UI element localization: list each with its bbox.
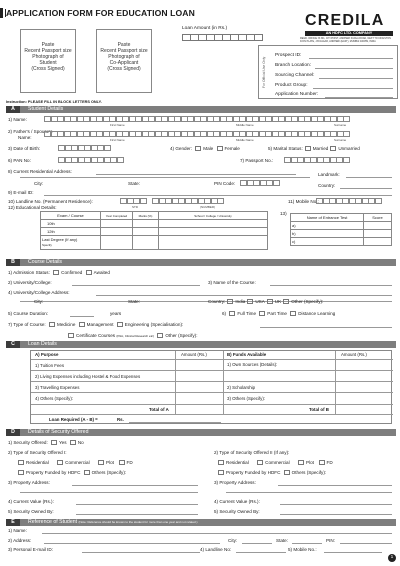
owned-by-1-label: 5) Security Owned By: bbox=[8, 509, 54, 514]
reference-note: (Note: Reference should be known to the student for more than one year and not related.) bbox=[78, 520, 198, 524]
university-address-field-2[interactable] bbox=[20, 301, 392, 302]
property-address-1-field-2[interactable] bbox=[20, 492, 198, 493]
entrance-header: Score bbox=[364, 214, 392, 222]
security-type-1-label: 2) Type of Security Offered I: bbox=[8, 450, 67, 455]
amount-header: Amount (Rs.) bbox=[341, 352, 367, 357]
certificate-checkbox[interactable] bbox=[68, 333, 74, 338]
reference-name-label: 1) Name: bbox=[8, 528, 27, 533]
gender-group bbox=[170, 146, 240, 151]
security-1-funded bbox=[16, 470, 126, 475]
section-c-header bbox=[6, 341, 396, 348]
course-name-label: 3) Name of the Course: bbox=[208, 280, 256, 285]
purpose-row: 1) Tuition Fees bbox=[35, 363, 65, 368]
purpose-row: 4) Others (Specify): bbox=[35, 396, 74, 401]
photo-line: Photograph of bbox=[108, 54, 140, 60]
plot-label: Plot bbox=[306, 460, 314, 465]
edu-cell[interactable] bbox=[159, 236, 268, 250]
unmarried-label: Unmarried bbox=[338, 146, 360, 151]
rs-label: Rs. bbox=[117, 417, 124, 422]
edu-cell[interactable] bbox=[133, 228, 159, 236]
fund-row: 2) Scholarship bbox=[227, 385, 256, 390]
security-1-options bbox=[16, 460, 133, 465]
usa-checkbox[interactable] bbox=[247, 299, 253, 304]
security-offered-label: 1) Security Offered: bbox=[8, 440, 48, 445]
email-field[interactable] bbox=[44, 195, 392, 196]
passport-input[interactable] bbox=[284, 157, 349, 163]
office-use-box bbox=[258, 45, 398, 99]
no-checkbox[interactable] bbox=[70, 440, 76, 445]
total-a-label: Total of A bbox=[149, 407, 169, 412]
security-offered-group bbox=[8, 440, 84, 445]
others-label: Others (Specify): bbox=[291, 470, 327, 475]
reference-email-label: 3) Personal E-mail ID: bbox=[8, 547, 53, 552]
landmark-label: Landmark: bbox=[318, 172, 340, 177]
section-title: Course Details bbox=[28, 259, 63, 265]
product-group-field[interactable] bbox=[313, 88, 393, 89]
full-time-label: Full Time bbox=[237, 311, 257, 316]
fund-row: 1) Own Sources (Details): bbox=[227, 362, 278, 367]
certificate-label: Certificate Courses bbox=[76, 333, 116, 338]
course-name-field[interactable] bbox=[270, 285, 392, 286]
admission-status-group bbox=[8, 270, 110, 275]
coapplicant-photo-box[interactable] bbox=[96, 29, 152, 93]
commercial-label: Commercial bbox=[65, 460, 90, 465]
page-number: 1 bbox=[388, 554, 396, 562]
course-type-label: 7) Type of Course: bbox=[8, 322, 46, 327]
state-label: State: bbox=[128, 181, 141, 186]
hdfc-funded-checkbox[interactable] bbox=[18, 470, 24, 475]
hdfc-funded-label: Property Funded by HDFC bbox=[26, 470, 81, 475]
reference-pin-label: PIN: bbox=[326, 538, 335, 543]
photo-line: Recent Passport size bbox=[100, 48, 148, 54]
section-letter: D bbox=[6, 429, 20, 436]
edu-row-label: 10th bbox=[41, 220, 101, 228]
security-2-options bbox=[216, 460, 333, 465]
university-address-label: 4) University/College Address: bbox=[8, 290, 70, 295]
plot-checkbox[interactable] bbox=[298, 460, 304, 465]
property-address-2-field-2[interactable] bbox=[226, 492, 392, 493]
male-checkbox[interactable] bbox=[195, 146, 201, 151]
section-title: Details of Security Offered bbox=[28, 429, 89, 435]
female-label: Female bbox=[224, 146, 240, 151]
hdfc-funded-label: Property Funded by HDFC bbox=[226, 470, 281, 475]
section-letter: C bbox=[6, 341, 20, 348]
entrance-score[interactable] bbox=[364, 238, 392, 246]
name-label: 1) Name: bbox=[8, 117, 27, 122]
fd-label: FD bbox=[326, 460, 333, 465]
sourcing-channel-label: Sourcing Channel: bbox=[275, 73, 315, 78]
official-use-label: For Official Use Only bbox=[262, 56, 266, 88]
edu-header: Year Completed bbox=[101, 212, 133, 220]
university-address-field[interactable] bbox=[96, 295, 392, 296]
years-label: years bbox=[110, 311, 122, 316]
photo-line: Photograph of bbox=[32, 54, 64, 60]
edu-cell[interactable] bbox=[101, 228, 133, 236]
education-label: 12) Educational Details: bbox=[8, 205, 57, 210]
part-time-label: Part Time bbox=[267, 311, 287, 316]
admission-status-label: 1) Admission Status: bbox=[8, 270, 50, 275]
univ-state-label: State: bbox=[128, 299, 141, 304]
landline-number-input[interactable] bbox=[152, 198, 224, 204]
section-a-header bbox=[6, 106, 396, 113]
awaited-checkbox[interactable] bbox=[86, 270, 92, 275]
medicine-checkbox[interactable] bbox=[49, 322, 55, 327]
confirmed-checkbox[interactable] bbox=[53, 270, 59, 275]
reference-mobile-field[interactable] bbox=[324, 552, 382, 553]
entrance-number: 13) bbox=[280, 211, 287, 216]
univ-country-label: Country: bbox=[208, 299, 226, 304]
mobile-label: 11) Mobile No.: bbox=[288, 199, 319, 204]
section-title: Reference of Student bbox=[28, 519, 78, 525]
photo-line: (Cross Signed) bbox=[31, 66, 65, 72]
table-divider bbox=[31, 370, 393, 371]
reference-address-field[interactable] bbox=[44, 543, 220, 544]
photo-line: Paste bbox=[117, 42, 131, 48]
edu-cell[interactable] bbox=[101, 236, 133, 250]
address-label: 8) Current Residential Address: bbox=[8, 169, 72, 174]
section-letter: A bbox=[6, 106, 20, 113]
edu-cell[interactable] bbox=[159, 220, 268, 228]
marital-group bbox=[268, 146, 360, 151]
married-checkbox[interactable] bbox=[305, 146, 311, 151]
credila-logo: CREDILA bbox=[305, 12, 385, 29]
distance-label: Distance Learning bbox=[298, 311, 336, 316]
prospect-id-field[interactable] bbox=[309, 58, 393, 59]
other-country-checkbox[interactable] bbox=[283, 299, 289, 304]
form-title: APPLICATION FORM FOR EDUCATION LOAN bbox=[6, 8, 195, 18]
reference-name-field[interactable] bbox=[42, 533, 392, 534]
surname-caption: Surname bbox=[334, 123, 347, 127]
entrance-row[interactable]: b) bbox=[291, 230, 364, 238]
univ-country-group bbox=[208, 299, 323, 304]
middle-name-caption: Middle Name bbox=[236, 138, 254, 142]
logo-tagline: AN HDFC LTD. COMPANY bbox=[305, 31, 393, 36]
table-divider bbox=[31, 381, 393, 382]
full-time-checkbox[interactable] bbox=[229, 311, 235, 316]
email-label: 9) E-mail ID: bbox=[8, 190, 34, 195]
property-address-2-field[interactable] bbox=[278, 485, 392, 486]
sourcing-channel-field[interactable] bbox=[319, 78, 393, 79]
mobile-input[interactable] bbox=[316, 198, 381, 204]
india-label: India bbox=[235, 299, 246, 304]
landline-std-input[interactable] bbox=[120, 198, 146, 204]
entrance-table bbox=[290, 213, 392, 246]
landline-label: 10) Landline No. (Permanent Residence): bbox=[8, 199, 93, 204]
commercial-checkbox[interactable] bbox=[257, 460, 263, 465]
first-name-caption: First Name bbox=[110, 123, 125, 127]
unmarried-checkbox[interactable] bbox=[330, 146, 336, 151]
landmark-field[interactable] bbox=[346, 177, 392, 178]
commercial-checkbox[interactable] bbox=[57, 460, 63, 465]
student-photo-box[interactable] bbox=[20, 29, 76, 93]
reference-landline-field[interactable] bbox=[236, 552, 286, 553]
engineering-checkbox[interactable] bbox=[117, 322, 123, 327]
part-time-checkbox[interactable] bbox=[259, 311, 265, 316]
loan-required-label: Loan Required (A - B) = bbox=[49, 417, 98, 422]
photo-line: Recent Passport size bbox=[24, 48, 72, 54]
application-number-field[interactable] bbox=[325, 97, 393, 98]
pin-label: PIN Code: bbox=[214, 181, 236, 186]
property-address-1-field[interactable] bbox=[72, 485, 198, 486]
table-divider bbox=[31, 392, 393, 393]
awaited-label: Awaited bbox=[93, 270, 110, 275]
university-field[interactable] bbox=[72, 285, 200, 286]
father-name-label: 2) Father's / Spouse's bbox=[8, 129, 53, 134]
property-address-2-label: 3) Property Address: bbox=[214, 480, 256, 485]
edu-row-label: Last Degree (If any) bbox=[42, 237, 78, 242]
other-course-checkbox[interactable] bbox=[157, 333, 163, 338]
edu-cell[interactable] bbox=[133, 220, 159, 228]
duration-label: 5) Course Duration: bbox=[8, 311, 49, 316]
dob-label: 3) Date of Birth: bbox=[8, 146, 41, 151]
edu-row-label: 12th bbox=[41, 228, 101, 236]
plot-label: Plot bbox=[106, 460, 114, 465]
univ-city-label: City: bbox=[34, 299, 44, 304]
distance-checkbox[interactable] bbox=[290, 311, 296, 316]
edu-row-caption: Specify bbox=[42, 243, 52, 247]
certificate-group bbox=[66, 333, 197, 338]
current-value-1-label: 4) Current Value (Rs.): bbox=[8, 499, 54, 504]
photo-line: Student bbox=[39, 60, 57, 66]
loan-amount-label: Loan Amount (in Rs.) bbox=[182, 26, 228, 31]
duration-field[interactable] bbox=[70, 316, 94, 317]
marital-label: 5) Marital Status: bbox=[268, 146, 303, 151]
course-type-group bbox=[8, 322, 183, 327]
photo-line: Paste bbox=[41, 42, 55, 48]
university-label: 2) University/College: bbox=[8, 280, 52, 285]
gender-label: 4) Gender: bbox=[170, 146, 192, 151]
yes-checkbox[interactable] bbox=[51, 440, 57, 445]
mode-number: 6) bbox=[222, 311, 227, 316]
pan-input[interactable] bbox=[58, 157, 123, 163]
country-label: Country: bbox=[318, 183, 336, 188]
name-input[interactable] bbox=[44, 116, 350, 122]
entrance-row[interactable]: c) bbox=[291, 238, 364, 246]
security-2-funded bbox=[216, 470, 326, 475]
confirmed-label: Confirmed bbox=[61, 270, 83, 275]
edu-cell[interactable] bbox=[101, 220, 133, 228]
reference-city-field[interactable] bbox=[242, 543, 272, 544]
male-label: Male bbox=[203, 146, 214, 151]
mode-group bbox=[222, 311, 335, 316]
specialisation-field[interactable] bbox=[260, 327, 392, 328]
reference-email-field[interactable] bbox=[82, 552, 200, 553]
product-group-label: Product Group: bbox=[275, 83, 308, 88]
owned-by-1-field[interactable] bbox=[76, 514, 198, 515]
address-field-line-2[interactable] bbox=[20, 177, 310, 178]
yes-label: Yes bbox=[59, 440, 67, 445]
uk-label: UK bbox=[274, 299, 282, 304]
application-number-label: Application Number: bbox=[275, 92, 319, 97]
father-name-input[interactable] bbox=[44, 131, 350, 137]
loan-required-field[interactable] bbox=[129, 422, 221, 423]
medicine-label: Medicine bbox=[57, 322, 76, 327]
address-field[interactable] bbox=[96, 174, 296, 175]
table-divider bbox=[31, 404, 393, 405]
table-divider bbox=[175, 351, 176, 415]
hdfc-funded-checkbox[interactable] bbox=[218, 470, 224, 475]
edu-header: School / College / University bbox=[159, 212, 268, 220]
entrance-row[interactable]: a) bbox=[291, 222, 364, 230]
funds-header: B) Funds Available bbox=[227, 352, 267, 357]
section-letter: B bbox=[6, 259, 20, 266]
table-divider bbox=[335, 351, 336, 415]
engineering-label: Engineering (Specialisation): bbox=[124, 322, 184, 327]
edu-header: Marks (%) bbox=[133, 212, 159, 220]
commercial-label: Commercial bbox=[265, 460, 290, 465]
edu-cell[interactable] bbox=[159, 228, 268, 236]
surname-caption: Surname bbox=[334, 138, 347, 142]
reference-address-label: 2) Address: bbox=[8, 538, 32, 543]
fund-row: 3) Others (Specify): bbox=[227, 396, 266, 401]
purpose-row: 2) Living Expenses including Hostel & Food Expenses bbox=[35, 374, 141, 379]
other-course-label: Other (Specify): bbox=[165, 333, 198, 338]
father-name-label-2: Name: bbox=[18, 135, 32, 140]
section-e-header bbox=[6, 519, 396, 526]
reference-state-label: State: bbox=[276, 538, 289, 543]
std-caption: STD bbox=[132, 205, 138, 209]
branch-location-label: Branch Location: bbox=[275, 63, 312, 68]
reference-state-field[interactable] bbox=[292, 543, 322, 544]
reference-city-label: City: bbox=[228, 538, 238, 543]
entrance-header: Name of Entrance Test bbox=[291, 214, 364, 222]
section-letter: E bbox=[6, 519, 20, 526]
photo-line: (Cross Signed) bbox=[107, 66, 141, 72]
plot-checkbox[interactable] bbox=[98, 460, 104, 465]
no-label: No bbox=[77, 440, 84, 445]
edu-row-label bbox=[41, 236, 101, 250]
city-label: City: bbox=[34, 181, 44, 186]
female-checkbox[interactable] bbox=[217, 146, 223, 151]
edu-header: Exam / Course bbox=[41, 212, 101, 220]
usa-label: USA bbox=[255, 299, 265, 304]
purpose-row: 3) Travelling Expenses bbox=[35, 385, 80, 390]
other-country-label: Other (Specify): bbox=[291, 299, 324, 304]
current-value-2-field[interactable] bbox=[280, 504, 392, 505]
security-type-2-label: 2) Type of Security Offered II (If any): bbox=[214, 450, 290, 455]
current-value-2-label: 4) Current Value (Rs.): bbox=[214, 499, 260, 504]
section-d-header bbox=[6, 429, 396, 436]
table-divider bbox=[31, 359, 393, 360]
owned-by-2-field[interactable] bbox=[280, 514, 392, 515]
total-b-label: Total of B bbox=[309, 407, 329, 412]
loan-amount-input[interactable] bbox=[182, 34, 262, 41]
current-value-1-field[interactable] bbox=[76, 504, 198, 505]
owned-by-2-label: 5) Security Owned By: bbox=[214, 509, 260, 514]
instruction-text: Instruction: PLEASE FILL IN BLOCK LETTERS ONLY. bbox=[6, 100, 102, 104]
loan-table bbox=[30, 350, 392, 424]
reference-pin-field[interactable] bbox=[340, 543, 392, 544]
residential-label: Residential bbox=[226, 460, 249, 465]
branch-location-field[interactable] bbox=[315, 68, 393, 69]
amount-header: Amount (Rs.) bbox=[181, 352, 207, 357]
married-label: Married bbox=[312, 146, 329, 151]
section-title: Student Details bbox=[28, 106, 64, 112]
middle-name-caption: Middle Name bbox=[236, 123, 254, 127]
fd-checkbox[interactable] bbox=[319, 460, 325, 465]
fd-label: FD bbox=[126, 460, 133, 465]
passport-label: 7) Passport No.: bbox=[240, 158, 274, 163]
india-checkbox[interactable] bbox=[227, 299, 233, 304]
first-name-caption: First Name bbox=[110, 138, 125, 142]
property-address-1-label: 3) Property Address: bbox=[8, 480, 50, 485]
dob-input[interactable] bbox=[58, 145, 110, 151]
certificate-note: (Pilot, Clinical Research etc) bbox=[116, 334, 155, 338]
prospect-id-label: Prospect ID: bbox=[275, 53, 302, 58]
entrance-score[interactable] bbox=[364, 230, 392, 238]
company-address: REGD. OFFICE: B 301, CITI POINT, ANDHERI KURLA ROAD, NEXT TO KINGSTON ICON PLATE, J.B.NAGAR, ANDHERI (EAST), MUMBAI 400059, INDIA bbox=[300, 37, 391, 43]
management-label: Management bbox=[86, 322, 114, 327]
others-checkbox[interactable] bbox=[84, 470, 90, 475]
purpose-header: A) Purpose bbox=[35, 352, 59, 357]
section-b-header bbox=[6, 259, 396, 266]
education-table bbox=[40, 211, 268, 250]
pin-input[interactable] bbox=[240, 180, 279, 186]
fd-checkbox[interactable] bbox=[119, 460, 125, 465]
residential-label: Residential bbox=[26, 460, 49, 465]
residential-checkbox[interactable] bbox=[18, 460, 24, 465]
table-divider bbox=[31, 414, 393, 415]
number-caption: (NUMBER) bbox=[200, 205, 215, 209]
residential-checkbox[interactable] bbox=[218, 460, 224, 465]
section-title: Loan Details bbox=[28, 341, 57, 347]
country-field[interactable] bbox=[340, 188, 392, 189]
others-checkbox[interactable] bbox=[284, 470, 290, 475]
edu-cell[interactable] bbox=[133, 236, 159, 250]
reference-mobile-label: 5) Mobile No.: bbox=[288, 547, 317, 552]
management-checkbox[interactable] bbox=[79, 322, 85, 327]
others-label: Others (Specify): bbox=[91, 470, 127, 475]
table-divider bbox=[223, 351, 224, 415]
uk-checkbox[interactable] bbox=[267, 299, 273, 304]
entrance-score[interactable] bbox=[364, 222, 392, 230]
photo-line: Co-Applicant bbox=[109, 60, 139, 66]
reference-landline-label: 4) Landline No: bbox=[200, 547, 232, 552]
pan-label: 6) PAN No: bbox=[8, 158, 31, 163]
title-accent-bar bbox=[0, 8, 3, 18]
